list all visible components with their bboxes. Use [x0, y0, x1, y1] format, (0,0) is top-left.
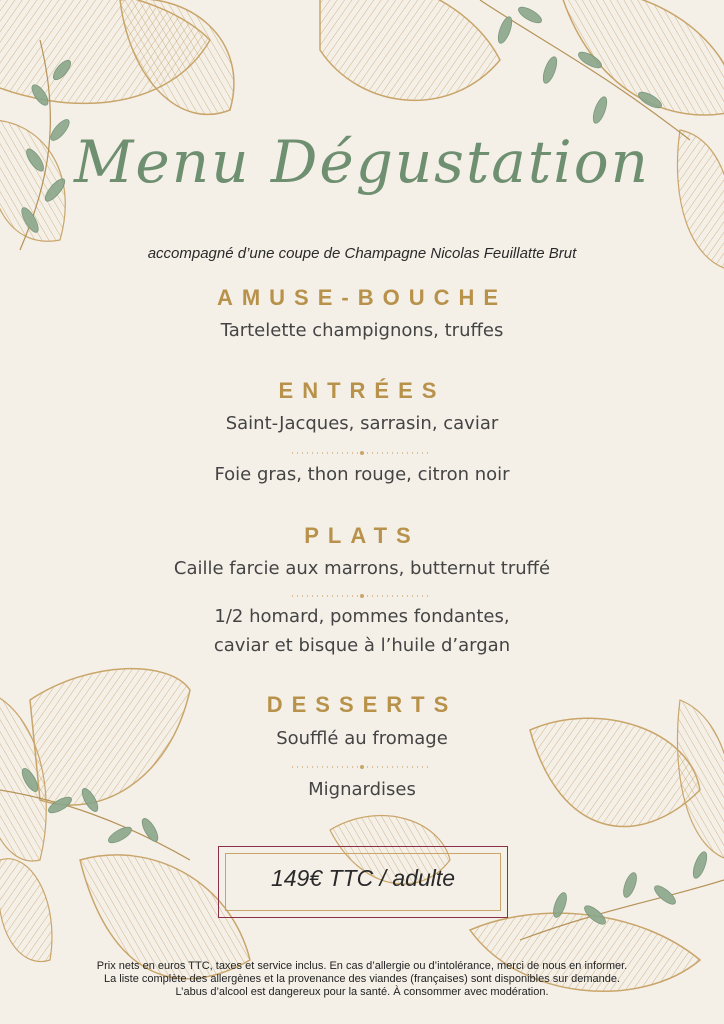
menu-title: Menu Dégustation	[74, 128, 650, 196]
dish-item: Saint-Jacques, sarrasin, caviar	[225, 413, 499, 434]
dish-item: 1/2 homard, pommes fondantes,	[214, 606, 510, 627]
dish-item: caviar et bisque à l’huile d’argan	[213, 635, 511, 656]
dish-item: Caille farcie aux marrons, butternut truffé	[173, 558, 551, 579]
footer-line: L’abus d’alcool est dangereux pour la santé. À consommer avec modération.	[175, 986, 549, 998]
dish-item: Foie gras, thon rouge, citron noir	[214, 464, 510, 485]
dish-item: Mignardises	[308, 779, 416, 800]
dotted-separator	[292, 449, 432, 457]
menu-subtitle: accompagné d’une coupe de Champagne Nicolas Feuillatte Brut	[147, 245, 577, 262]
section-heading: DESSERTS	[266, 692, 458, 717]
dotted-separator	[292, 763, 432, 771]
footer-line: La liste complète des allergènes et la provenance des viandes (françaises) sont disponibles sur demande.	[103, 973, 621, 985]
section-heading: AMUSE-BOUCHE	[216, 285, 508, 310]
dish-item: Tartelette champignons, truffes	[220, 320, 504, 341]
section-heading: PLATS	[304, 523, 420, 548]
dish-item: Soufflé au fromage	[276, 728, 448, 749]
price-label: 149€ TTC / adulte	[270, 865, 456, 891]
price-frame	[218, 846, 508, 918]
section-heading: ENTRÉES	[278, 378, 446, 403]
footer-line: Prix nets en euros TTC, taxes et service inclus. En cas d’allergie ou d’intolérance, merci de nous en informer.	[96, 960, 628, 972]
footer-notice	[0, 960, 724, 999]
dotted-separator	[292, 592, 432, 600]
